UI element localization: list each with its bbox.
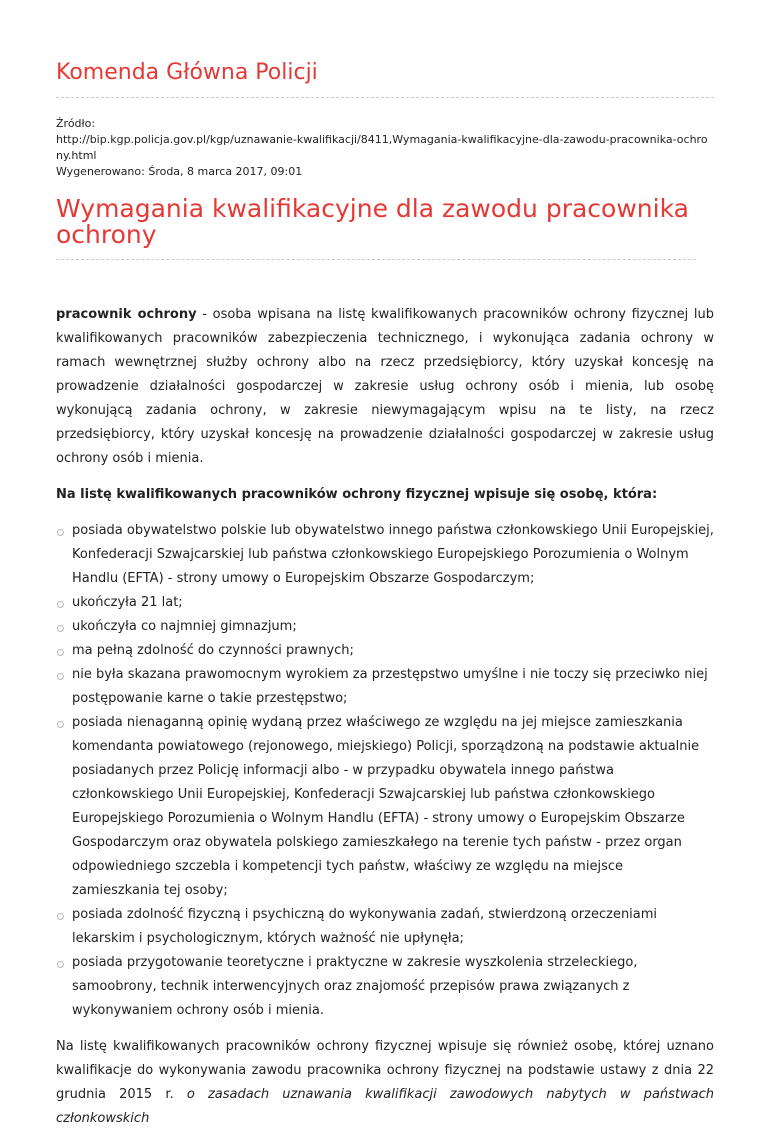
list-item: posiada obywatelstwo polskie lub obywatelstwo innego państwa członkowskiego Unii Europejskiej, Konfederacji Szwajcarskiej lub państwa członkowskiego Europejskiego Porozumienia o Wolnym Handlu (EFTA) - strony umowy o Europejskim Obszarze Gospodarczym; [72, 519, 714, 591]
definition-paragraph [56, 303, 714, 471]
source-meta [56, 116, 714, 180]
list-item: ukończyła co najmniej gimnazjum; [72, 615, 714, 639]
divider [56, 97, 714, 98]
list-item: ma pełną zdolność do czynności prawnych; [72, 639, 714, 663]
definition-term: pracownik ochrony [56, 307, 197, 322]
closing-italic: o zasadach uznawania kwalifikacji zawodowych nabytych w państwach członkowskich [56, 1087, 714, 1126]
list-item: ukończyła 21 lat; [72, 591, 714, 615]
closing-paragraph [56, 1035, 714, 1131]
site-title: Komenda Główna Policji [56, 60, 318, 85]
closing-text: Na listę kwalifikowanych pracowników ochrony fizycznej wpisuje się również osobę, której uznano kwalifikacje do wykonywania zawodu pracownika ochrony fizycznej na podstawie ustawy z dnia 22 grudnia 2015 r. [56, 1039, 714, 1102]
list-heading: Na listę kwalifikowanych pracowników ochrony fizycznej wpisuje się osobę, która: [56, 487, 658, 502]
source-label: Źródło: [56, 117, 96, 130]
list-item: posiada zdolność fizyczną i psychiczną do wykonywania zadań, stwierdzoną orzeczeniami lekarskim i psychologicznym, których ważność nie upłynęła; [72, 903, 714, 951]
list-item: posiada nienaganną opinię wydaną przez właściwego ze względu na jej miejsce zamieszkania komendanta powiatowego (rejonowego, miejskiego) Policji, sporządzoną na podstawie aktualnie posiadanych przez Policję informacji albo - w przypadku obywatela innego państwa członkowskiego Unii Europejskiej, Konfederacji Szwajcarskiej lub państwa członkowskiego Europejskiego Porozumienia o Wolnym Handlu (EFTA) - strony umowy o Europejskim Obszarze Gospodarczym oraz obywatela polskiego zamieszkałego na terenie tych państw - przez organ odpowiedniego szczebla i kompetencji tych państw, właściwy ze względu na miejsce zamieszkania tej osoby; [72, 711, 714, 903]
definition-text: - osoba wpisana na listę kwalifikowanych pracowników ochrony fizycznej lub kwalifikowanych pracowników zabezpieczenia technicznego, i wykonująca zadania ochrony w ramach wewnętrznej służby ochrony albo na rzecz przedsiębiorcy, który uzyskał koncesję na prowadzenie działalności gospodarczej w zakresie usług ochrony osób i mienia, lub osobę wykonującą zadania ochrony, w zakresie niewymagającym wpisu na te listy, na rzecz przedsiębiorcy, który uzyskał koncesję na prowadzenie działalności gospodarczej w zakresie usług ochrony osób i mienia. [56, 307, 714, 466]
generated-date: Wygenerowano: Środa, 8 marca 2017, 09:01 [56, 165, 303, 178]
source-url[interactable]: http://bip.kgp.policja.gov.pl/kgp/uznawanie-kwalifikacji/8411,Wymagania-kwalifikacyjne-dla-zawodu-pracownika-ochrony.html [56, 133, 708, 162]
list-item: posiada przygotowanie teoretyczne i praktyczne w zakresie wyszkolenia strzeleckiego, samoobrony, technik interwencyjnych oraz znajomość przepisów prawa związanych z wykonywaniem ochrony osób i mienia. [72, 951, 714, 1023]
list-item: nie była skazana prawomocnym wyrokiem za przestępstwo umyślne i nie toczy się przeciwko niej postępowanie karne o takie przestępstwo; [72, 663, 714, 711]
requirements-list [56, 519, 714, 1023]
divider [56, 259, 696, 260]
page-title: Wymagania kwalifikacyjne dla zawodu pracownika ochrony [56, 194, 689, 249]
article-body [56, 303, 714, 1143]
